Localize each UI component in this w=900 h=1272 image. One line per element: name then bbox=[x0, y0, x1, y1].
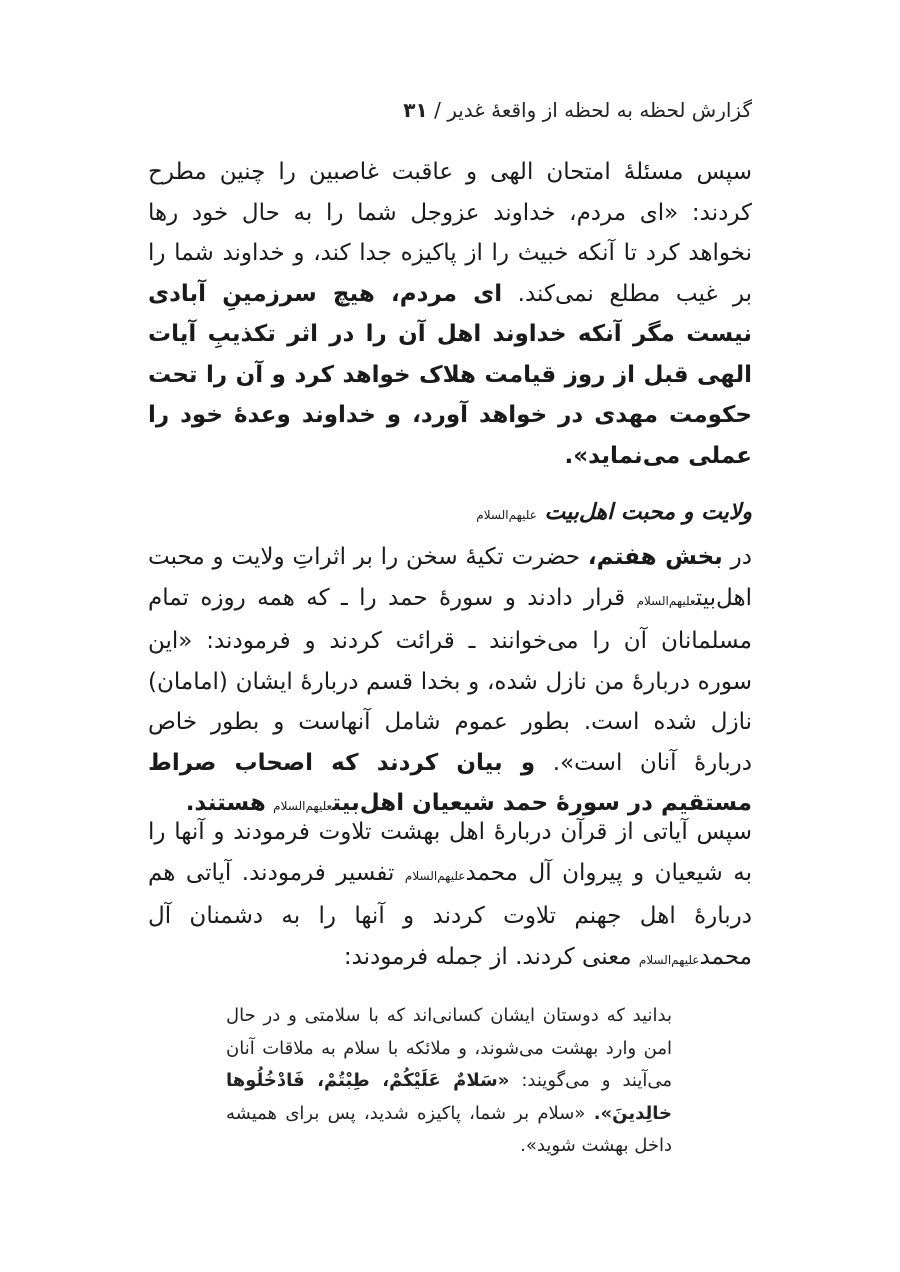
section-title: ولایت و محبت اهل‌بیت bbox=[544, 500, 752, 525]
section-honorific: علیهم‌السلام bbox=[476, 508, 537, 522]
bold-run: و بیان کردند که اصحاب صراط مستقیم در سورۀ حمد شیعیان اهل‌بیت bbox=[148, 749, 752, 816]
quote-bold: ای مردم، هیچ سرزمینِ آبادی نیست مگر آنکه خداوند اهل آن را در اثر تکذیبِ آیات الهی قبل از روز قیامت هلاک خواهد کرد و آن را تحت حکومت مهدی در خواهد آورد، و خداوند وعدۀ خود را عملی می‌نماید». bbox=[148, 280, 752, 469]
quote-arabic: «سَلامٌ عَلَیْکُمْ، طِبْتُمْ، فَادْخُلُوها خالِدینَ». bbox=[226, 1070, 672, 1124]
text-run: قرار دادند و سورۀ حمد را ـ که همه روزه تمام مسلمانان آن را می‌خوانند ـ قرائت کردند و فرمودند: «این سوره دربارۀ من نازل شده، و بخدا قسم دربارۀ ایشان (امامان) نازل شده است. بطور عموم شامل آنهاست و بطور خاص دربارۀ آنان است». bbox=[148, 584, 752, 776]
page-number: ۳۱ bbox=[403, 98, 428, 122]
running-header bbox=[148, 98, 752, 122]
header-separator: / bbox=[434, 98, 441, 122]
section-heading bbox=[148, 500, 752, 525]
text-run: معنی کردند. از جمله فرمودند: bbox=[343, 943, 632, 970]
bold-run: هستند. bbox=[185, 790, 266, 816]
block-quote bbox=[226, 1000, 672, 1163]
bold-run: بخش هفتم، bbox=[587, 544, 723, 570]
paragraph-seventh-part bbox=[148, 537, 752, 827]
text-run: در bbox=[730, 544, 752, 570]
paragraph-lead: سپس مسئلۀ امتحان الهی و عاقبت غاصبین را چنین مطرح کردند: bbox=[148, 159, 752, 226]
quote-translation: «سلام بر شما، پاکیزه شدید، پس برای همیشه داخل بهشت شوید». bbox=[226, 1102, 672, 1156]
paragraph-exam-of-god bbox=[148, 152, 752, 476]
header-title: گزارش لحظه به لحظه از واقعۀ غدیر bbox=[447, 98, 752, 122]
honorific: علیهم‌السلام bbox=[636, 593, 696, 608]
quote-plain: «ای مردم، خداوند عزوجل شما را به حال خود رها نخواهد کرد تا آنکه خبیث را از پاکیزه جدا کند، و خداوند شما را بر غیب مطلع نمی‌کند. bbox=[148, 199, 753, 307]
quote-text: بدانید که دوستان ایشان کسانی‌اند که با سلامتی و در حال امن وارد بهشت می‌شوند، و ملائکه با سلام به ملاقات آنان می‌آیند و می‌گویند: bbox=[226, 1005, 672, 1091]
paragraph-verses bbox=[148, 812, 752, 980]
text-run: سپس آیاتی از قرآن دربارۀ اهل بهشت تلاوت فرمودند و آنها را به شیعیان و پیروان آل محمد bbox=[148, 819, 752, 886]
text-run: تفسیر فرمودند. آیاتی هم دربارۀ اهل جهنم تلاوت کردند و آنها را به دشمنان آل محمد bbox=[148, 859, 752, 970]
honorific: علیهم‌السلام bbox=[404, 868, 466, 883]
honorific: علیهم‌السلام bbox=[638, 952, 700, 967]
honorific: علیهم‌السلام bbox=[273, 799, 333, 813]
text-run: حضرت تکیۀ سخن را بر اثراتِ ولایت و محبت اهل‌بیت bbox=[148, 544, 752, 611]
